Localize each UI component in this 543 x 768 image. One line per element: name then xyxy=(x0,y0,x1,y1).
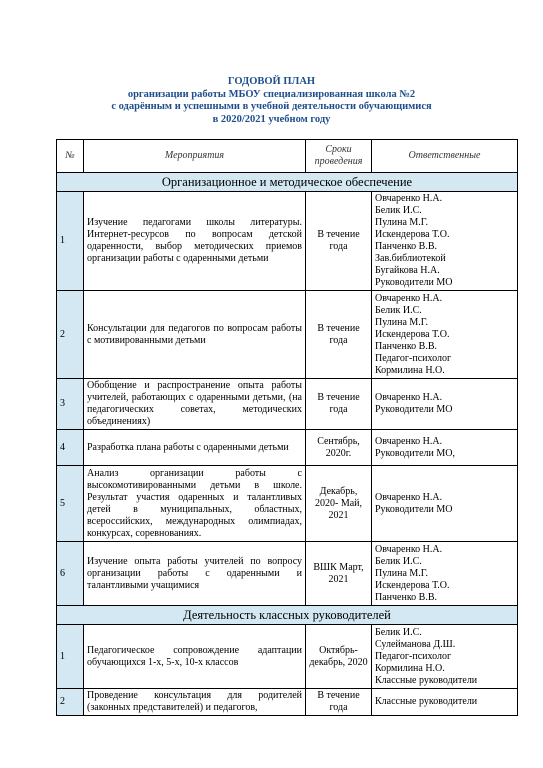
row-activity: Обобщение и распространение опыта работы учителей, работающих с одаренными детьми, (на педагогических советах, методических объединениях) xyxy=(84,379,306,430)
responsible-person: Руководители МО xyxy=(375,503,453,515)
row-responsible xyxy=(372,192,518,291)
table-row xyxy=(57,430,518,466)
header-num: № xyxy=(57,140,84,173)
responsible-person: Овчаренко Н.А. xyxy=(375,543,443,555)
responsible-person: Пулина М.Г. xyxy=(375,217,428,228)
row-time: Октябрь- декабрь, 2020 xyxy=(306,625,372,689)
plan-title: ГОДОВОЙ ПЛАН xyxy=(227,76,316,87)
plan-table xyxy=(56,139,518,716)
responsible-person: Овчаренко Н.А. xyxy=(375,392,443,403)
row-time: Декабрь, 2020- Май, 2021 xyxy=(306,466,372,542)
table-header-row xyxy=(57,140,518,173)
row-responsible xyxy=(372,542,518,606)
responsible-person: Классные руководители xyxy=(375,696,478,707)
responsible-person: Белик И.С. xyxy=(375,304,422,316)
row-activity: Разработка плана работы с одаренными детьми xyxy=(84,430,306,466)
plan-subtitle-1: организации работы МБОУ специализированная школа №2 xyxy=(127,88,416,100)
row-number: 1 xyxy=(57,625,84,689)
responsible-person: Искендерова Т.О. xyxy=(375,328,450,340)
row-number: 6 xyxy=(57,542,84,606)
row-responsible xyxy=(372,291,518,379)
section-row xyxy=(57,606,518,625)
responsible-person: Овчаренко Н.А. xyxy=(375,435,443,447)
row-responsible xyxy=(372,466,518,542)
responsible-person: Сулейманова Д.Ш. xyxy=(375,638,456,650)
row-time: ВШК Март, 2021 xyxy=(306,542,372,606)
header-time xyxy=(306,140,372,173)
section-row xyxy=(57,173,518,192)
header-activity: Мероприятия xyxy=(84,140,306,173)
responsible-person: Зав.библиотекой xyxy=(375,253,446,264)
responsible-person: Руководители МО xyxy=(375,277,453,288)
row-time: В течение года xyxy=(306,379,372,430)
responsible-person: Белик И.С. xyxy=(375,205,422,216)
responsible-person: Пулина М.Г. xyxy=(375,316,428,328)
row-activity: Проведение консультация для родителей (законных представителей) и педагогов, xyxy=(84,689,306,716)
responsible-person: Классные руководители xyxy=(375,674,478,686)
responsible-person: Панченко В.В. xyxy=(375,340,438,352)
row-responsible xyxy=(372,379,518,430)
responsible-person: Белик И.С. xyxy=(375,626,422,638)
header-time-line2: проведения xyxy=(314,156,363,167)
responsible-person: Панченко В.В. xyxy=(375,241,438,252)
responsible-person: Бугайкова Н.А. xyxy=(375,265,440,276)
row-responsible xyxy=(372,689,518,716)
table-row xyxy=(57,542,518,606)
row-time: В течение года xyxy=(306,291,372,379)
section-title: Организационное и методическое обеспечение xyxy=(57,173,518,192)
row-time: В течение года xyxy=(306,192,372,291)
row-number: 2 xyxy=(57,689,84,716)
document-header xyxy=(0,76,543,126)
responsible-person: Педагог-психолог xyxy=(375,352,452,364)
row-number: 2 xyxy=(57,291,84,379)
row-time: Сентябрь, 2020г. xyxy=(306,430,372,466)
row-responsible xyxy=(372,625,518,689)
responsible-person: Педагог-психолог xyxy=(375,650,452,662)
responsible-person: Овчаренко Н.А. xyxy=(375,292,443,304)
table-row xyxy=(57,689,518,716)
responsible-person: Кормилина Н.О. xyxy=(375,364,445,376)
responsible-person: Искендерова Т.О. xyxy=(375,229,450,240)
table-row xyxy=(57,466,518,542)
row-number: 3 xyxy=(57,379,84,430)
responsible-person: Руководители МО, xyxy=(375,447,455,459)
row-activity: Изучение опыта работы учителей по вопросу организации работы с одаренными и талантливыми учащимися xyxy=(84,542,306,606)
header-time-line1: Сроки xyxy=(325,144,352,155)
plan-subtitle-2: с одарённым и успешными в учебной деятельности обучающимися xyxy=(111,101,432,112)
responsible-person: Панченко В.В. xyxy=(375,591,438,603)
row-activity: Педагогическое сопровождение адаптации обучающихся 1-х, 5-х, 10-х классов xyxy=(84,625,306,689)
row-number: 5 xyxy=(57,466,84,542)
row-activity: Анализ организации работы с высокомотивированными детьми в школе. Результат участия одаренных и талантливых детей в муниципальных, областных, всероссийских, международных олимпиадах, конкурсах, соревнованиях. xyxy=(84,466,306,542)
section-title: Деятельность классных руководителей xyxy=(57,606,518,625)
row-responsible xyxy=(372,430,518,466)
responsible-person: Белик И.С. xyxy=(375,555,422,567)
row-number: 4 xyxy=(57,430,84,466)
row-time: В течение года xyxy=(306,689,372,716)
plan-subtitle-3: в 2020/2021 учебном году xyxy=(212,113,331,125)
responsible-person: Овчаренко Н.А. xyxy=(375,491,443,503)
table-row xyxy=(57,291,518,379)
responsible-person: Руководители МО xyxy=(375,404,453,415)
responsible-person: Кормилина Н.О. xyxy=(375,662,445,674)
responsible-person: Овчаренко Н.А. xyxy=(375,193,443,204)
header-responsible: Ответственные xyxy=(372,140,518,173)
row-number: 1 xyxy=(57,192,84,291)
row-activity: Консультации для педагогов по вопросам работы с мотивированными детьми xyxy=(84,291,306,379)
table-row xyxy=(57,379,518,430)
table-row xyxy=(57,625,518,689)
responsible-person: Пулина М.Г. xyxy=(375,567,428,579)
row-activity: Изучение педагогами школы литературы. Интернет-ресурсов по вопросам детской одаренности, выбор методических приемов организации работы с одаренными детьми xyxy=(84,192,306,291)
responsible-person: Искендерова Т.О. xyxy=(375,579,450,591)
table-row xyxy=(57,192,518,291)
